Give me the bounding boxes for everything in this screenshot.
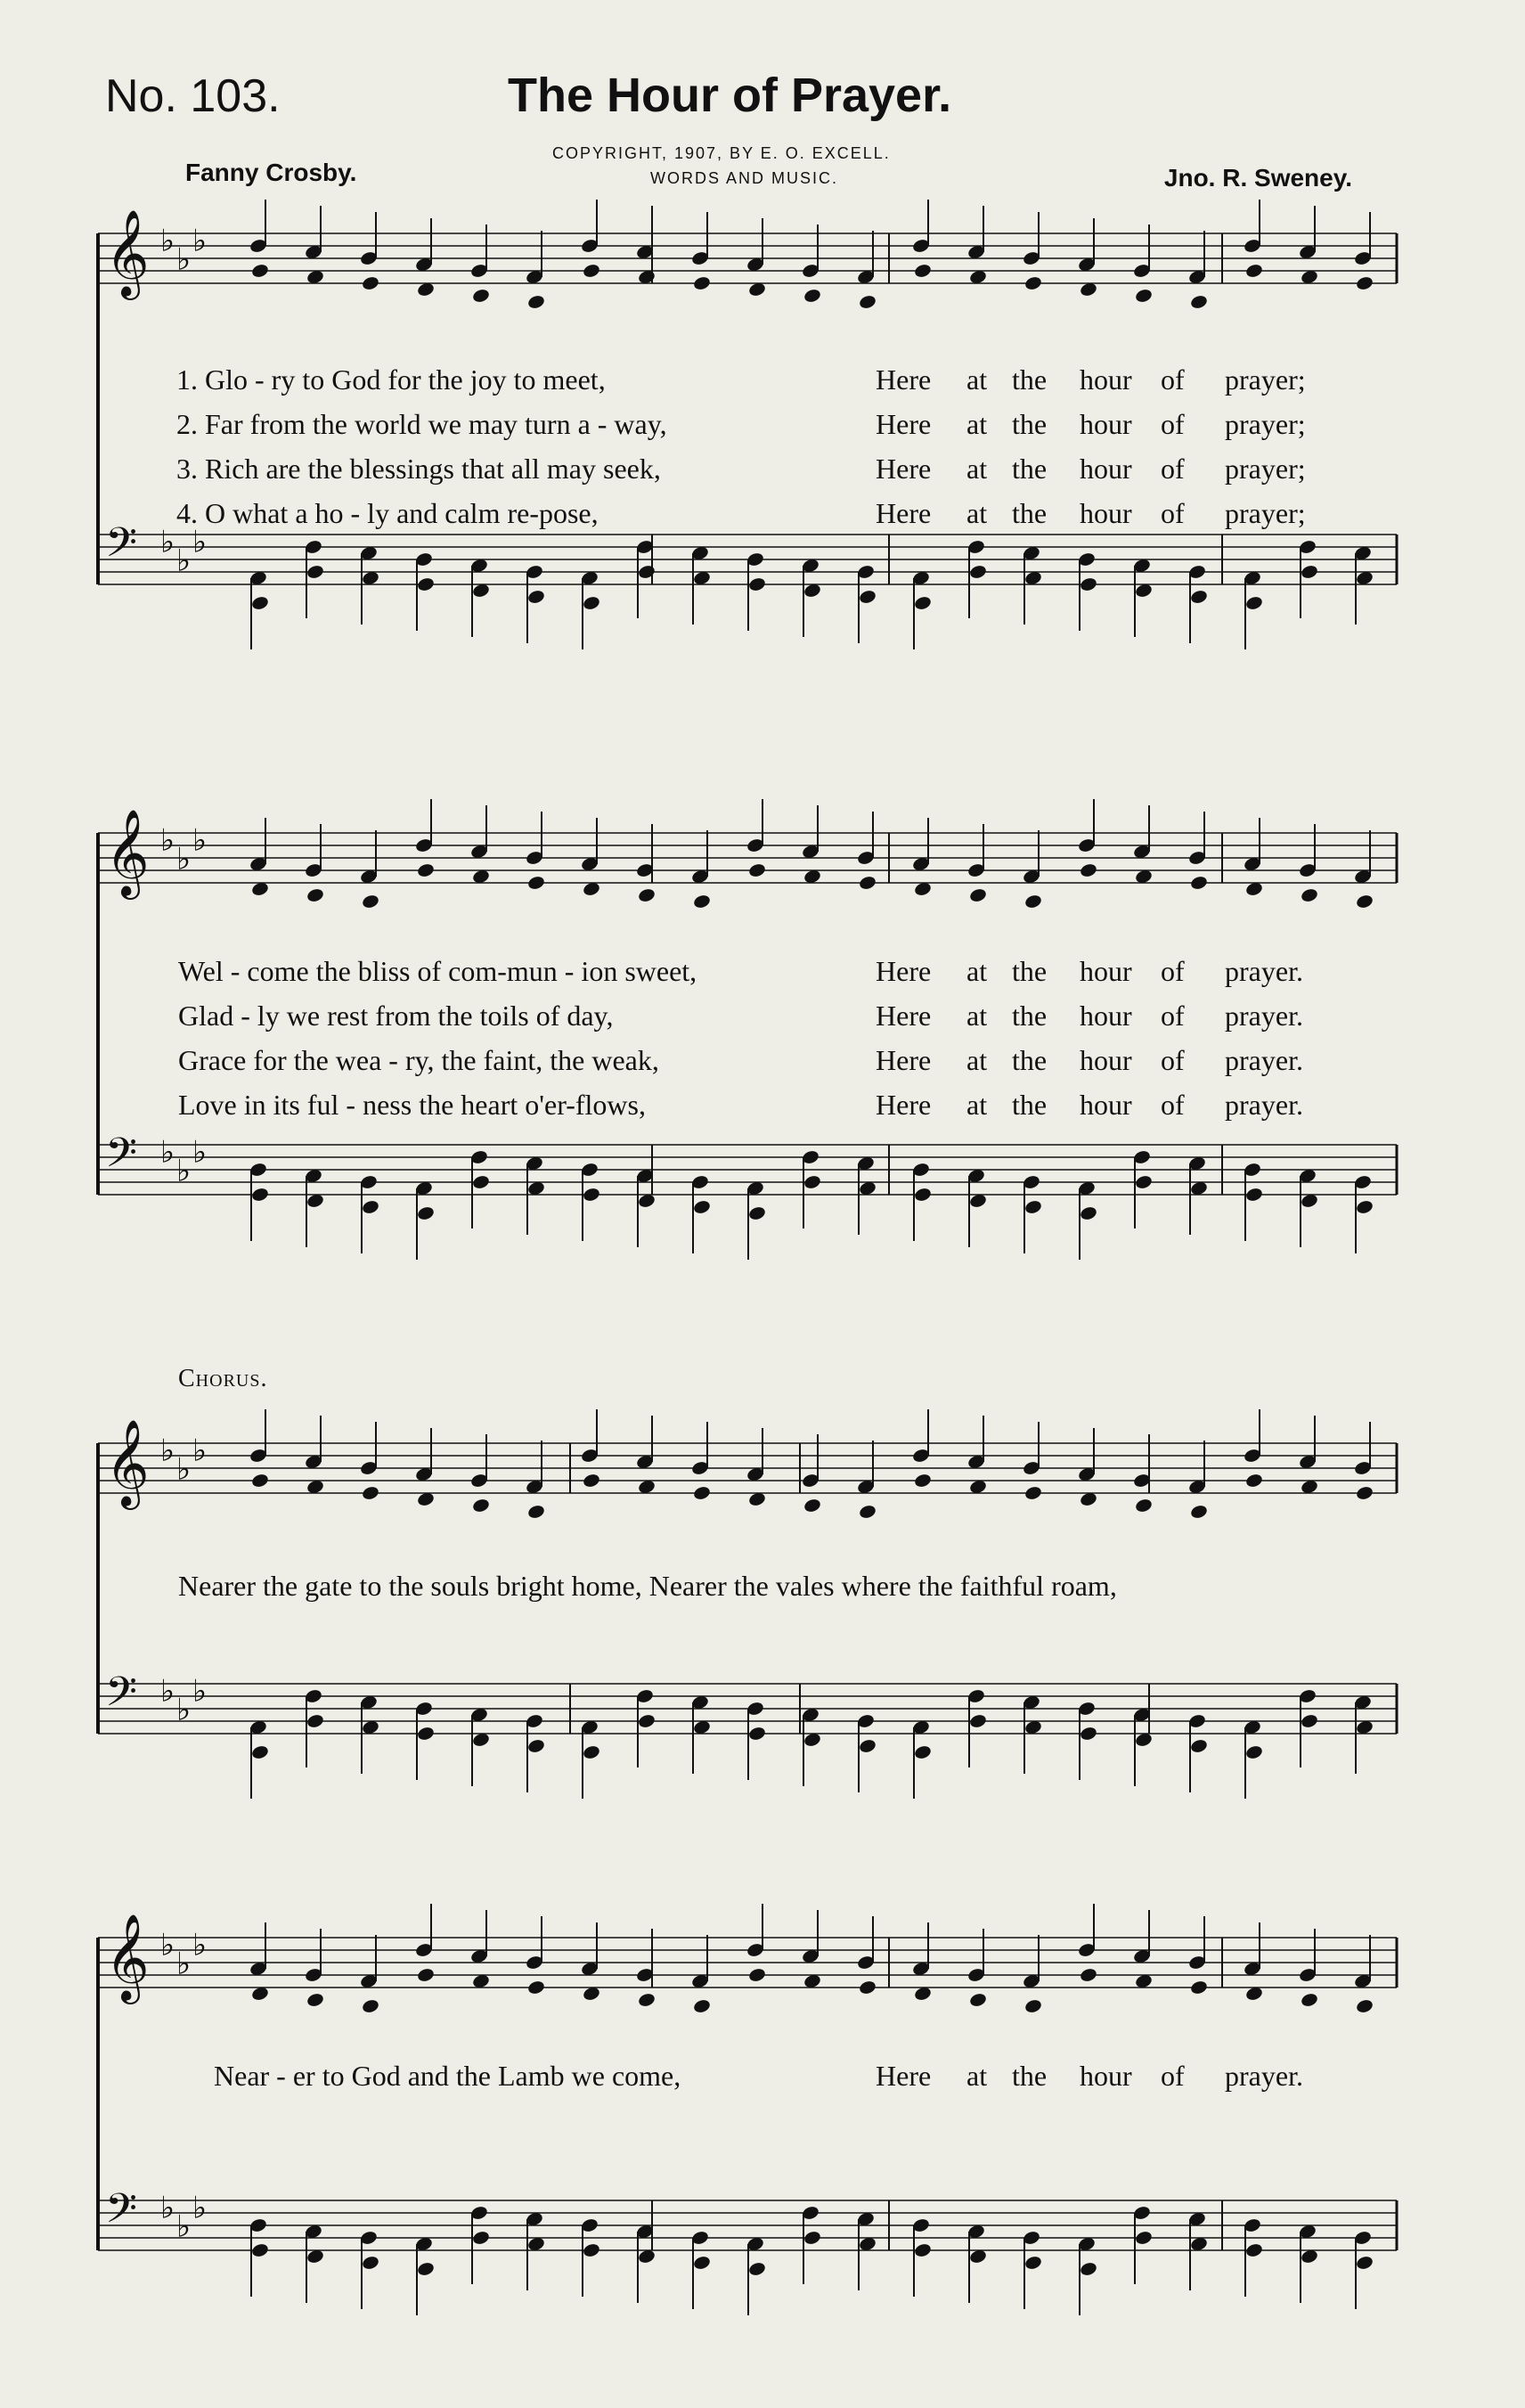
notehead-icon	[858, 589, 877, 605]
notehead-icon	[1079, 862, 1097, 878]
flat-icon: ♭	[176, 841, 192, 877]
v2-line-4-word-2: at	[966, 1089, 988, 1121]
v2-line-2-word-4: hour	[1080, 1000, 1132, 1032]
flat-icon: ♭	[176, 241, 192, 278]
notehead-icon	[1244, 263, 1263, 279]
flat-icon: ♭	[160, 1673, 175, 1710]
notehead-icon	[1079, 1726, 1097, 1742]
notehead-icon	[692, 1485, 711, 1501]
chorus-line2-word-3: the	[1012, 2060, 1048, 2092]
notehead-icon	[250, 1744, 269, 1760]
v2-line-3-word-2: at	[966, 1044, 988, 1076]
v1-line-4-word-1: Here	[876, 497, 932, 529]
notehead-icon	[1355, 275, 1374, 291]
notehead-icon	[582, 595, 600, 611]
notehead-icon	[1355, 1998, 1374, 2014]
notehead-icon	[416, 1967, 435, 1983]
notehead-icon	[526, 1738, 545, 1754]
flat-icon: ♭	[160, 1927, 175, 1963]
notehead-icon	[692, 1998, 711, 2014]
notehead-icon	[526, 1979, 545, 1996]
v2-line-4-word-3: the	[1012, 1089, 1048, 1121]
notehead-icon	[582, 263, 600, 279]
v1-line-1-word-2: at	[966, 363, 988, 396]
v1-line-3: 3. Rich are the blessings that all may seek,	[176, 453, 661, 485]
notehead-icon	[1023, 894, 1042, 910]
notehead-icon	[416, 862, 435, 878]
notehead-icon	[1189, 1738, 1208, 1754]
flat-icon: ♭	[160, 1134, 175, 1171]
notehead-icon	[968, 887, 987, 903]
notehead-icon	[526, 1504, 545, 1520]
flat-icon: ♭	[192, 223, 208, 259]
notehead-icon	[1355, 2255, 1374, 2271]
hymn-number: No. 103.	[105, 70, 281, 122]
bass-clef-icon: 𝄢	[105, 1129, 138, 1188]
notehead-icon	[306, 564, 324, 580]
v2-line-1-word-2: at	[966, 955, 988, 987]
v2-line-3-word-3: the	[1012, 1044, 1048, 1076]
flat-icon: ♭	[176, 2208, 192, 2245]
v1-line-2-word-6: prayer;	[1225, 408, 1306, 440]
v1-line-2-word-5: of	[1161, 408, 1185, 440]
flat-icon: ♭	[160, 822, 175, 859]
chorus-lyric-line1: Nearer the gate to the souls bright home, Nearer the vales where the faithful roam,	[178, 1570, 1117, 1602]
notehead-icon	[361, 1199, 379, 1215]
notehead-icon	[913, 1744, 932, 1760]
notehead-icon	[637, 564, 656, 580]
flat-icon: ♭	[192, 1433, 208, 1469]
notehead-icon	[526, 589, 545, 605]
flat-icon: ♭	[176, 1153, 192, 1189]
flat-icon: ♭	[192, 524, 208, 560]
chorus-line2-word-5: of	[1161, 2060, 1185, 2092]
notehead-icon	[471, 288, 490, 304]
notehead-icon	[1244, 595, 1263, 611]
notehead-icon	[913, 1473, 932, 1489]
notehead-icon	[1355, 1199, 1374, 1215]
notehead-icon	[1189, 1979, 1208, 1996]
notehead-icon	[582, 1744, 600, 1760]
notehead-icon	[306, 887, 324, 903]
v1-line-1-word-5: of	[1161, 363, 1185, 396]
notehead-icon	[803, 2230, 821, 2246]
notehead-icon	[1079, 1205, 1097, 1221]
treble-clef-icon: 𝄞	[105, 208, 150, 297]
notehead-icon	[416, 576, 435, 592]
v2-line-3: Grace for the wea - ry, the faint, the weak,	[178, 1044, 659, 1076]
notehead-icon	[692, 1199, 711, 1215]
notehead-icon	[858, 1504, 877, 1520]
bass-clef-icon: 𝄢	[105, 2184, 138, 2243]
v2-line-2-word-6: prayer.	[1225, 1000, 1303, 1032]
notehead-icon	[416, 1205, 435, 1221]
flat-icon: ♭	[192, 2190, 208, 2226]
v2-line-1-word-4: hour	[1080, 955, 1132, 987]
notehead-icon	[968, 564, 987, 580]
notehead-icon	[692, 275, 711, 291]
bass-clef-icon: 𝄢	[105, 518, 138, 577]
notehead-icon	[1023, 1199, 1042, 1215]
notehead-icon	[637, 887, 656, 903]
notehead-icon	[858, 294, 877, 310]
notehead-icon	[858, 875, 877, 891]
chorus-line2-word-2: at	[966, 2060, 988, 2092]
chorus-label: Chorus.	[178, 1365, 268, 1392]
notehead-icon	[637, 1713, 656, 1729]
v2-line-1-word-5: of	[1161, 955, 1185, 987]
v1-line-1-word-6: prayer;	[1225, 363, 1306, 396]
flat-icon: ♭	[176, 1451, 192, 1488]
notehead-icon	[471, 1174, 490, 1190]
v1-line-3-word-2: at	[966, 453, 988, 485]
copyright-line: COPYRIGHT, 1907, BY E. O. EXCELL.	[552, 144, 891, 162]
v1-line-1-word-4: hour	[1080, 363, 1132, 396]
flat-icon: ♭	[192, 1927, 208, 1963]
notehead-icon	[858, 1738, 877, 1754]
notehead-icon	[858, 1979, 877, 1996]
v2-line-4: Love in its ful - ness the heart o'er-flows,	[178, 1089, 646, 1121]
notehead-icon	[968, 1713, 987, 1729]
v1-line-3-word-5: of	[1161, 453, 1185, 485]
v2-line-3-word-5: of	[1161, 1044, 1185, 1076]
notehead-icon	[1023, 275, 1042, 291]
notehead-icon	[306, 1992, 324, 2008]
notehead-icon	[1079, 1967, 1097, 1983]
flat-icon: ♭	[192, 1134, 208, 1171]
copyright-subline: WORDS AND MUSIC.	[650, 169, 839, 187]
notehead-icon	[361, 275, 379, 291]
notehead-icon	[1023, 1998, 1042, 2014]
v1-line-2-word-4: hour	[1080, 408, 1132, 440]
notehead-icon	[637, 1992, 656, 2008]
notehead-icon	[913, 1187, 932, 1203]
notehead-icon	[747, 1205, 766, 1221]
notehead-icon	[1023, 1485, 1042, 1501]
notehead-icon	[1300, 564, 1318, 580]
v2-line-2-word-3: the	[1012, 1000, 1048, 1032]
notehead-icon	[1134, 288, 1153, 304]
v1-line-3-word-1: Here	[876, 453, 932, 485]
notehead-icon	[582, 1187, 600, 1203]
flat-icon: ♭	[160, 1433, 175, 1469]
notehead-icon	[968, 1992, 987, 2008]
treble-clef-icon: 𝄞	[105, 1418, 150, 1506]
composer-credit: Jno. R. Sweney.	[1163, 164, 1352, 192]
notehead-icon	[1244, 1473, 1263, 1489]
notehead-icon	[803, 1174, 821, 1190]
hymn-title: The Hour of Prayer.	[508, 69, 952, 122]
v2-line-1-word-6: prayer.	[1225, 955, 1303, 987]
chorus-line2-word-1: Here	[876, 2060, 932, 2092]
v2-line-1-word-3: the	[1012, 955, 1048, 987]
notehead-icon	[1189, 1504, 1208, 1520]
v2-line-2-word-2: at	[966, 1000, 988, 1032]
notehead-icon	[1300, 1713, 1318, 1729]
notehead-icon	[1189, 294, 1208, 310]
v1-line-1-word-3: the	[1012, 363, 1048, 396]
notehead-icon	[361, 2255, 379, 2271]
v2-line-1-word-1: Here	[876, 955, 932, 987]
flat-icon: ♭	[176, 1692, 192, 1728]
flat-icon: ♭	[160, 2190, 175, 2226]
notehead-icon	[250, 263, 269, 279]
notehead-icon	[250, 1187, 269, 1203]
notehead-icon	[250, 595, 269, 611]
flat-icon: ♭	[176, 1946, 192, 1982]
chorus-lyric-line2a: Near - er to God and the Lamb we come,	[214, 2060, 681, 2092]
notehead-icon	[1355, 1485, 1374, 1501]
notehead-icon	[1134, 1498, 1153, 1514]
notehead-icon	[471, 1498, 490, 1514]
notehead-icon	[913, 2242, 932, 2258]
notehead-icon	[1079, 576, 1097, 592]
notehead-icon	[747, 862, 766, 878]
flat-icon: ♭	[192, 822, 208, 859]
notehead-icon	[582, 1473, 600, 1489]
notehead-icon	[526, 294, 545, 310]
chorus-line2-word-4: hour	[1080, 2060, 1132, 2092]
v2-line-4-word-5: of	[1161, 1089, 1185, 1121]
notehead-icon	[747, 1967, 766, 1983]
lyricist-credit: Fanny Crosby.	[185, 159, 357, 186]
v1-line-4-word-4: hour	[1080, 497, 1132, 529]
notehead-icon	[1300, 1992, 1318, 2008]
notehead-icon	[1079, 2261, 1097, 2277]
notehead-icon	[913, 595, 932, 611]
notehead-icon	[1355, 894, 1374, 910]
notehead-icon	[250, 1473, 269, 1489]
notehead-icon	[803, 1498, 821, 1514]
notehead-icon	[1134, 1174, 1153, 1190]
v2-line-3-word-1: Here	[876, 1044, 932, 1076]
v2-line-2: Glad - ly we rest from the toils of day,	[178, 1000, 614, 1032]
v1-line-3-word-6: prayer;	[1225, 453, 1306, 485]
notehead-icon	[747, 1726, 766, 1742]
flat-icon: ♭	[160, 524, 175, 560]
v1-line-1-word-1: Here	[876, 363, 932, 396]
flat-icon: ♭	[160, 223, 175, 259]
v1-line-4-word-3: the	[1012, 497, 1048, 529]
v1-line-3-word-4: hour	[1080, 453, 1132, 485]
notehead-icon	[913, 263, 932, 279]
v1-line-4-word-2: at	[966, 497, 988, 529]
v1-line-2: 2. Far from the world we may turn a - way,	[176, 408, 667, 440]
v1-line-2-word-2: at	[966, 408, 988, 440]
notehead-icon	[526, 875, 545, 891]
flat-icon: ♭	[192, 1673, 208, 1710]
notehead-icon	[692, 2255, 711, 2271]
v2-line-2-word-5: of	[1161, 1000, 1185, 1032]
v1-line-2-word-3: the	[1012, 408, 1048, 440]
v1-line-4: 4. O what a ho - ly and calm re-pose,	[176, 497, 599, 529]
v2-line-1: Wel - come the bliss of com-mun - ion sweet,	[178, 955, 697, 987]
treble-clef-icon: 𝄞	[105, 1913, 150, 2001]
notehead-icon	[582, 2242, 600, 2258]
notehead-icon	[416, 2261, 435, 2277]
notehead-icon	[747, 576, 766, 592]
chorus-line2-word-6: prayer.	[1225, 2060, 1303, 2092]
notehead-icon	[471, 2230, 490, 2246]
notehead-icon	[1244, 1744, 1263, 1760]
v1-line-2-word-1: Here	[876, 408, 932, 440]
notehead-icon	[1189, 875, 1208, 891]
notehead-icon	[803, 288, 821, 304]
bass-clef-icon: 𝄢	[105, 1668, 138, 1726]
notehead-icon	[306, 1713, 324, 1729]
notehead-icon	[1134, 2230, 1153, 2246]
v1-line-4-word-6: prayer;	[1225, 497, 1306, 529]
notehead-icon	[416, 1726, 435, 1742]
notehead-icon	[1244, 2242, 1263, 2258]
notehead-icon	[1023, 2255, 1042, 2271]
v2-line-3-word-4: hour	[1080, 1044, 1132, 1076]
v1-line-1: 1. Glo - ry to God for the joy to meet,	[176, 363, 606, 396]
notehead-icon	[692, 894, 711, 910]
v1-line-3-word-3: the	[1012, 453, 1048, 485]
v2-line-4-word-1: Here	[876, 1089, 932, 1121]
notehead-icon	[361, 1998, 379, 2014]
v2-line-2-word-1: Here	[876, 1000, 932, 1032]
notehead-icon	[361, 894, 379, 910]
notehead-icon	[250, 2242, 269, 2258]
notehead-icon	[361, 1485, 379, 1501]
notehead-icon	[1300, 887, 1318, 903]
notehead-icon	[1189, 589, 1208, 605]
notehead-icon	[747, 2261, 766, 2277]
notehead-icon	[1244, 1187, 1263, 1203]
v2-line-4-word-4: hour	[1080, 1089, 1132, 1121]
v2-line-4-word-6: prayer.	[1225, 1089, 1303, 1121]
v1-line-4-word-5: of	[1161, 497, 1185, 529]
treble-clef-icon: 𝄞	[105, 808, 150, 896]
v2-line-3-word-6: prayer.	[1225, 1044, 1303, 1076]
flat-icon: ♭	[176, 543, 192, 579]
